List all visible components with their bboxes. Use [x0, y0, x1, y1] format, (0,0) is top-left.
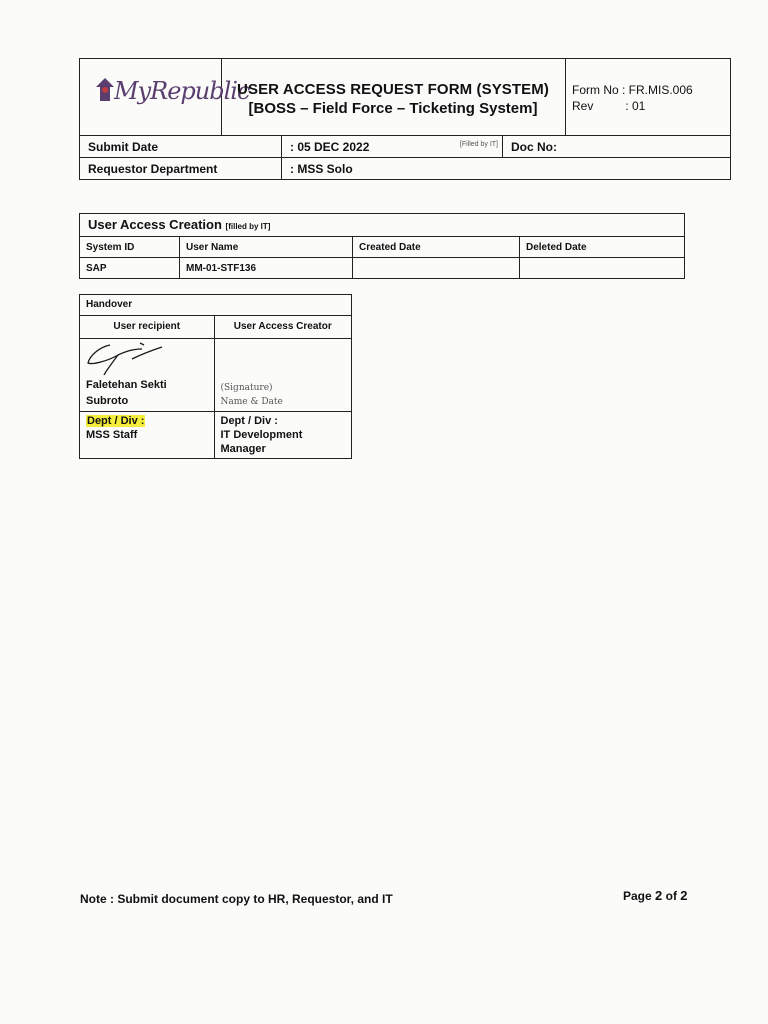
handover-columns	[80, 316, 351, 412]
requestor-dept-row	[80, 158, 731, 180]
submit-date-cell	[282, 136, 503, 158]
submit-date-row	[80, 136, 731, 158]
request-meta-table	[79, 135, 731, 180]
signature-label: (Signature)	[220, 383, 273, 393]
revision	[572, 99, 730, 113]
page-label: Page	[623, 889, 652, 903]
creator-dept-value-line2: Manager	[220, 443, 266, 455]
recipient-signature-box	[80, 339, 214, 411]
deleted-date-cell	[520, 258, 685, 279]
logo-cell	[80, 59, 250, 135]
submit-date-label: Submit Date	[80, 136, 282, 158]
user-access-creation-section	[79, 213, 685, 279]
creator-signature-box	[215, 339, 352, 411]
recipient-name-line2: Subroto	[86, 395, 129, 407]
myrepublic-logo-icon	[95, 77, 115, 103]
recipient-dept	[80, 412, 215, 458]
requestor-dept-label: Requestor Department	[80, 158, 282, 180]
form-title: USER ACCESS REQUEST FORM (SYSTEM)	[237, 81, 549, 98]
rev-label: Rev	[572, 99, 594, 113]
doc-no-label: Doc No:	[503, 136, 731, 158]
uac-caption	[80, 214, 684, 237]
creator-header: User Access Creator	[215, 316, 352, 339]
title-cell	[221, 59, 566, 135]
creator-column	[215, 316, 352, 411]
creator-dept-value-line1: IT Development	[220, 429, 303, 441]
user-name-cell: MM-01-STF136	[180, 258, 353, 279]
logo-text: MyRepublic	[114, 77, 250, 105]
recipient-column	[80, 316, 215, 411]
handwritten-signature-icon	[82, 341, 182, 381]
system-id-cell: SAP	[80, 258, 180, 279]
rev-value: : 01	[625, 99, 646, 113]
creator-dept	[215, 412, 352, 458]
submit-date-value: : 05 DEC 2022	[290, 139, 370, 154]
footer-note: Note : Submit document copy to HR, Requestor, and IT	[80, 892, 393, 906]
form-header	[79, 58, 731, 136]
form-subtitle: [BOSS – Field Force – Ticketing System]	[248, 100, 538, 117]
recipient-dept-label: Dept / Div :	[87, 415, 145, 427]
page-number	[623, 888, 688, 903]
col-deleted-date: Deleted Date	[520, 237, 685, 258]
recipient-name-line1: Faletehan Sekti	[86, 379, 167, 391]
recipient-dept-value: MSS Staff	[86, 429, 138, 441]
filled-by-it-note: [Filled by IT]	[459, 141, 498, 148]
page-total: 2	[680, 888, 688, 903]
uac-header-row	[80, 237, 684, 258]
handover-dept-row	[80, 412, 351, 458]
name-date-label: Name & Date	[220, 397, 283, 407]
table-row	[80, 258, 684, 279]
handover-section	[79, 294, 352, 459]
form-number-cell	[566, 59, 730, 135]
uac-table	[80, 237, 684, 278]
uac-note: [filled by IT]	[225, 222, 271, 231]
col-system-id: System ID	[80, 237, 180, 258]
uac-title: User Access Creation	[88, 217, 222, 232]
page-of: of	[665, 889, 677, 903]
col-user-name: User Name	[180, 237, 353, 258]
col-created-date: Created Date	[353, 237, 520, 258]
page-current: 2	[655, 888, 663, 903]
creator-dept-label: Dept / Div :	[220, 415, 278, 427]
handover-caption: Handover	[80, 295, 351, 316]
requestor-dept-value: : MSS Solo	[282, 158, 731, 180]
created-date-cell	[353, 258, 520, 279]
form-number: Form No : FR.MIS.006	[572, 83, 693, 97]
recipient-header: User recipient	[80, 316, 214, 339]
